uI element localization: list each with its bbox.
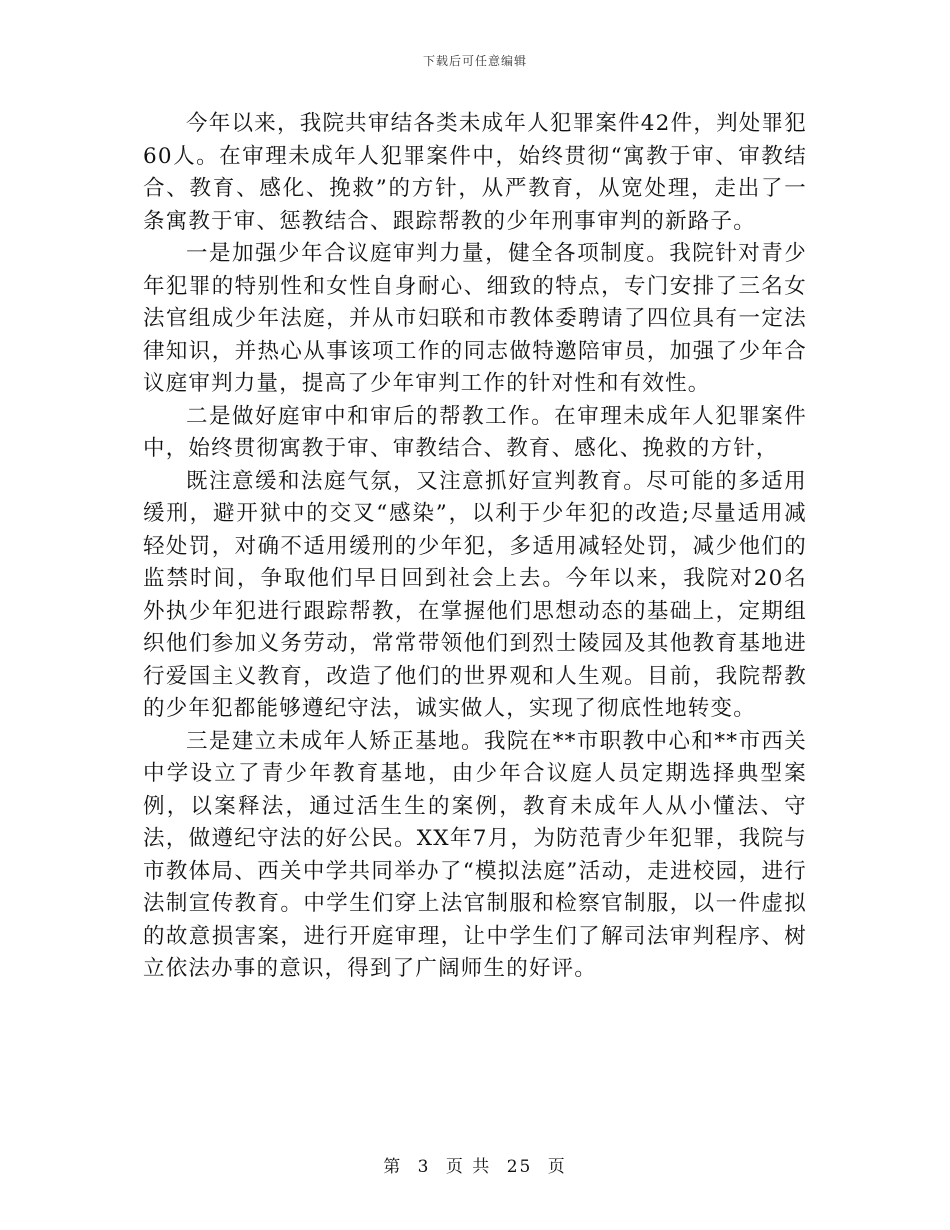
footer-prefix: 第 xyxy=(383,1157,403,1177)
page-footer xyxy=(0,1152,950,1177)
page-header: 下载后可任意编辑 xyxy=(422,54,527,68)
footer-middle: 页 共 xyxy=(445,1157,492,1177)
paragraph-point-two: 二是做好庭审中和审后的帮教工作。在审理未成年人犯罪案件中，始终贯彻寓教于审、审教结合、教育、感化、挽救的方针， xyxy=(143,403,807,461)
paragraph-point-one: 一是加强少年合议庭审判力量，健全各项制度。我院针对青少年犯罪的特别性和女性自身耐心、细致的特点，专门安排了三名女法官组成少年法庭，并从市妇联和市教体委聘请了四位具有一定法律知识，并热心从事该项工作的同志做特邀陪审员，加强了少年合议庭审判力量，提高了少年审判工作的针对性和有效性。 xyxy=(143,241,807,396)
current-page-number: 3 xyxy=(417,1157,431,1177)
total-page-count: 25 xyxy=(506,1157,533,1177)
paragraph-intro: 今年以来，我院共审结各类未成年人犯罪案件42件，判处罪犯60人。在审理未成年人犯罪案件中，始终贯彻“寓教于审、审教结合、教育、感化、挽救”的方针，从严教育，从宽处理，走出了一条寓教于审、惩教结合、跟踪帮教的少年刑事审判的新路子。 xyxy=(143,111,807,234)
document-body xyxy=(143,108,807,986)
footer-suffix: 页 xyxy=(547,1157,567,1177)
paragraph-point-three: 三是建立未成年人矫正基地。我院在**市职教中心和**市西关中学设立了青少年教育基地，由少年合议庭人员定期选择典型案例，以案释法，通过活生生的案例，教育未成年人从小懂法、守法，做遵纪守法的好公民。XX年7月，为防范青少年犯罪，我院与市教体局、西关中学共同举办了“模拟法庭”活动，走进校园，进行法制宣传教育。中学生们穿上法官制服和检察官制服，以一件虚拟的故意损害案，进行开庭审理，让中学生们了解司法审判程序、树立依法办事的意识，得到了广阔师生的好评。 xyxy=(143,728,807,981)
paragraph-point-two-continued: 既注意缓和法庭气氛，又注意抓好宣判教育。尽可能的多适用缓刑，避开狱中的交叉“感染”，以利于少年犯的改造;尽量适用减轻处罚，对确不适用缓刑的少年犯，多适用减轻处罚，减少他们的监禁时间，争取他们早日回到社会上去。今年以来，我院对20名外执少年犯进行跟踪帮教，在掌握他们思想动态的基础上，定期组织他们参加义务劳动，常常带领他们到烈士陵园及其他教育基地进行爱国主义教育，改造了他们的世界观和人生观。目前，我院帮教的少年犯都能够遵纪守法，诚实做人，实现了彻底性地转变。 xyxy=(143,468,807,721)
